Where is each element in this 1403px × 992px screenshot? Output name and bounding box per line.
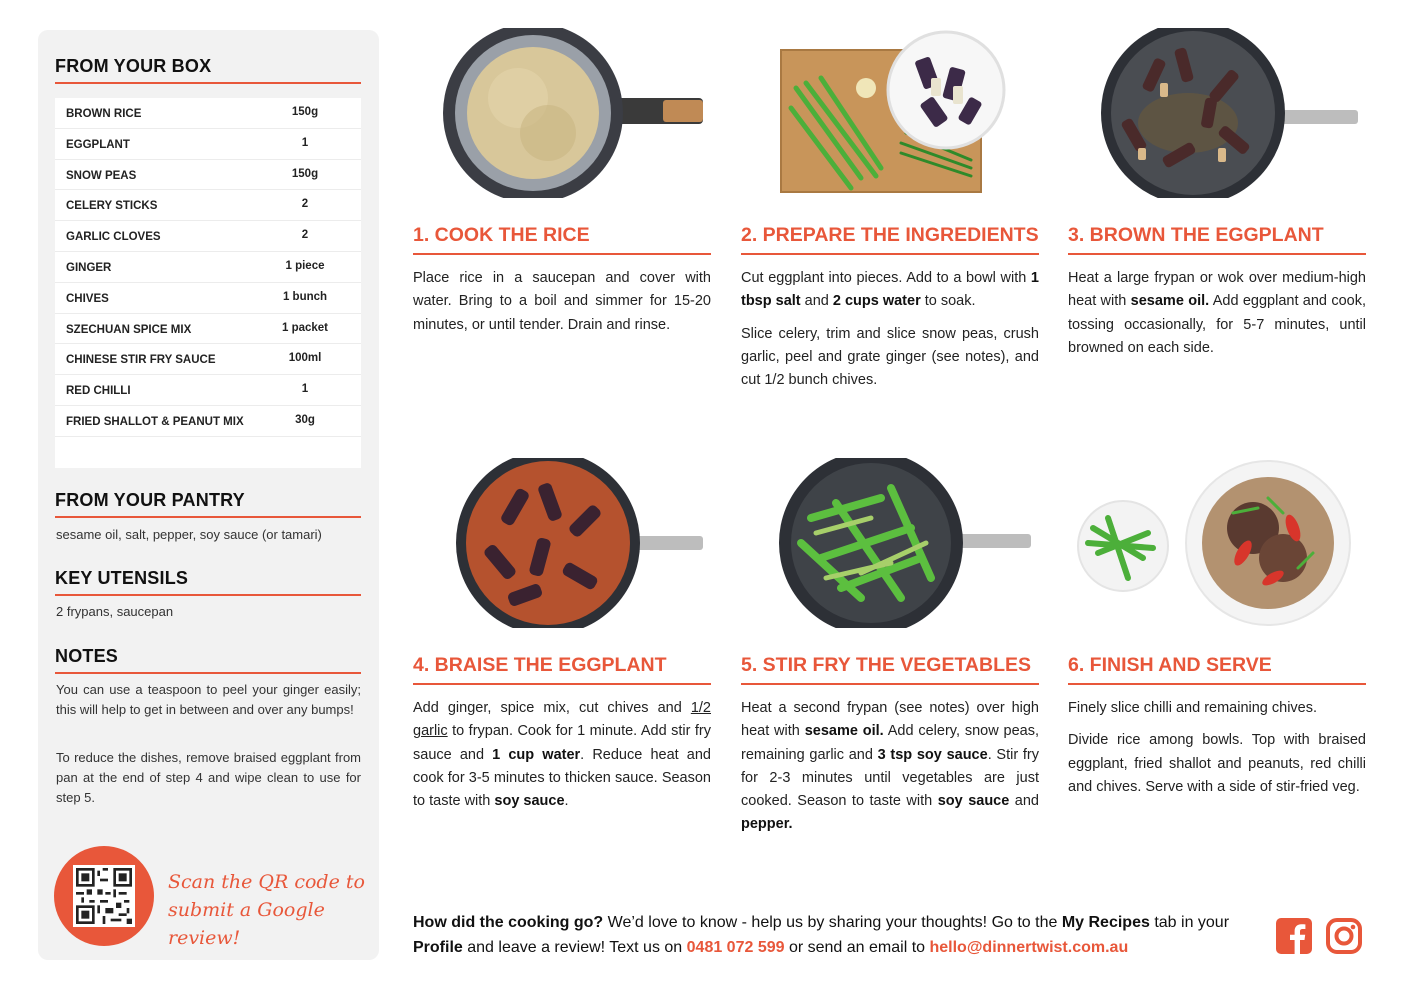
ingredient-qty: 2 — [301, 198, 309, 211]
ingredient-name: EGGPLANT — [66, 138, 130, 151]
step-title: 5. STIR FRY THE VEGETABLES — [741, 654, 1032, 676]
ingredient-qty: 100ml — [288, 352, 322, 365]
note-2: To reduce the dishes, remove braised eggplant from pan at the end of step 4 and wipe clean to use for step 5. — [56, 750, 361, 805]
ingredient-qty: 150g — [291, 167, 319, 180]
instruction-paragraph: Cut eggplant into pieces. Add to a bowl with 1 tbsp salt and 2 cups water to soak. — [741, 270, 1039, 310]
table-row — [55, 129, 361, 160]
from-your-pantry-heading: FROM YOUR PANTRY — [55, 490, 245, 510]
step-rule — [741, 253, 1039, 255]
table-row — [55, 283, 361, 314]
step-rule — [1068, 253, 1366, 255]
chopped-ingredients-photo — [741, 28, 1039, 198]
from-your-box-heading: FROM YOUR BOX — [55, 56, 212, 76]
table-row — [55, 98, 361, 129]
heading-rule — [55, 82, 361, 84]
step-title: 6. FINISH AND SERVE — [1068, 654, 1272, 676]
my-recipes-link: My Recipes — [1061, 914, 1150, 931]
step-title: 3. BROWN THE EGGPLANT — [1068, 224, 1324, 246]
instruction-paragraph: Finely slice chilli and remaining chives. — [1068, 700, 1318, 716]
step-rule — [413, 253, 711, 255]
step-instructions — [1068, 697, 1366, 799]
ingredient-name: CELERY STICKS — [66, 200, 158, 213]
ingredients-table — [55, 98, 361, 468]
ingredient-name: GARLIC CLOVES — [66, 231, 161, 244]
heading-rule — [55, 594, 361, 596]
sidebar — [38, 30, 379, 960]
instruction-paragraph: Divide rice among bowls. Top with braised eggplant, fried shallot and peanuts, red chilli and chives. Serve with a side of stir-fried veg. — [1068, 732, 1366, 795]
qr-caption-line: submit a Google review! — [168, 899, 325, 949]
step-6 — [1068, 458, 1366, 795]
feedback-footer: How did the cooking go? We’d love to know - help us by sharing your thoughts! Go to the My Recipes tab in your Profile and leave a review! Text us on 0481 072 599 or send an email to hello@dinnertwist.com.au — [413, 914, 1230, 956]
heading-rule — [55, 516, 361, 518]
step-5 — [741, 458, 1039, 833]
ingredient-qty: 1 bunch — [282, 290, 328, 303]
heading-rule — [55, 672, 361, 674]
step-instructions — [413, 267, 711, 337]
ingredient-qty: 150g — [291, 106, 319, 118]
ingredient-name: GINGER — [66, 261, 112, 274]
ingredient-qty: 1 packet — [281, 321, 329, 334]
utensils-text: 2 frypans, saucepan — [56, 604, 174, 619]
rice-strainer-photo — [413, 28, 711, 198]
step-2 — [741, 28, 1039, 389]
instagram-icon[interactable] — [1326, 918, 1362, 954]
ingredient-qty: 2 — [301, 229, 309, 242]
instruction-paragraph: Add ginger, spice mix, cut chives and 1/2 garlic to frypan. Cook for 1 minute. Add stir fry sauce and 1 cup water. Reduce heat and cook for 3-5 minutes to thicken sauce. Season to taste with soy sauce. — [413, 700, 711, 810]
qr-code[interactable] — [73, 865, 135, 927]
table-row — [55, 406, 361, 437]
ingredient-name: SNOW PEAS — [66, 169, 137, 182]
ingredient-qty: 30g — [295, 413, 315, 426]
step-instructions — [1068, 267, 1366, 360]
ingredient-name: RED CHILLI — [66, 385, 131, 398]
table-row — [55, 314, 361, 345]
stir-fry-vegetables-photo — [741, 458, 1039, 628]
ingredient-name: SZECHUAN SPICE MIX — [66, 323, 192, 336]
table-row — [55, 221, 361, 252]
phone-link[interactable]: 0481 072 599 — [686, 939, 785, 956]
ingredient-qty: 1 — [301, 383, 309, 396]
ingredient-name: CHIVES — [66, 292, 109, 305]
step-title: 1. COOK THE RICE — [413, 224, 590, 246]
step-instructions — [741, 267, 1039, 392]
table-row — [55, 344, 361, 375]
instruction-paragraph: Place rice in a saucepan and cover with water. Bring to a boil and simmer for 15-20 minutes, or until tender. Drain and rinse. — [413, 270, 711, 333]
qr-caption — [168, 868, 368, 952]
pantry-text: sesame oil, salt, pepper, soy sauce (or tamari) — [56, 527, 322, 542]
ingredient-qty: 1 piece — [285, 259, 325, 272]
instruction-paragraph: Slice celery, trim and slice snow peas, crush garlic, peel and grate ginger (see notes), and cut 1/2 bunch chives. — [741, 325, 1039, 389]
facebook-icon[interactable] — [1276, 918, 1312, 954]
qr-caption-line: Scan the QR code to — [168, 871, 365, 893]
plated-dish-photo — [1068, 458, 1366, 628]
ingredient-name: FRIED SHALLOT & PEANUT MIX — [66, 415, 244, 428]
step-instructions — [413, 697, 711, 813]
key-utensils-heading: KEY UTENSILS — [55, 568, 189, 588]
step-1 — [413, 28, 711, 333]
browning-eggplant-photo — [1068, 28, 1366, 198]
table-row — [55, 190, 361, 221]
step-title: 4. BRAISE THE EGGPLANT — [413, 654, 667, 676]
qr-code-icon — [76, 868, 132, 924]
ingredient-name: BROWN RICE — [66, 108, 142, 120]
table-row — [55, 160, 361, 191]
instruction-paragraph: Heat a large frypan or wok over medium-high heat with sesame oil. Add eggplant and cook, tossing occasionally, for 5-7 minutes, until browned on each side. — [1068, 270, 1366, 356]
step-instructions — [741, 697, 1039, 837]
ingredient-name: CHINESE STIR FRY SAUCE — [66, 354, 216, 367]
step-rule — [1068, 683, 1366, 685]
table-row — [55, 252, 361, 283]
notes-heading: NOTES — [55, 646, 119, 666]
email-link[interactable]: hello@dinnertwist.com.au — [929, 939, 1129, 956]
qr-badge — [54, 846, 154, 946]
step-3 — [1068, 28, 1366, 356]
braised-eggplant-photo — [413, 458, 711, 628]
step-rule — [413, 683, 711, 685]
note-1: You can use a teaspoon to peel your ginger easily; this will help to get in between and over any bumps! — [56, 682, 361, 717]
profile-link: Profile — [413, 939, 463, 956]
table-row — [55, 375, 361, 406]
ingredient-qty: 1 — [301, 136, 309, 149]
instruction-paragraph: Heat a second frypan (see notes) over high heat with sesame oil. Add celery, snow peas, remaining garlic and 3 tsp soy sauce. Stir fry for 2-3 minutes until vegetables are just cooked. Season to taste with soy sauce and pepper. — [741, 700, 1039, 833]
step-title: 2. PREPARE THE INGREDIENTS — [741, 224, 1039, 246]
step-rule — [741, 683, 1039, 685]
step-4 — [413, 458, 711, 810]
